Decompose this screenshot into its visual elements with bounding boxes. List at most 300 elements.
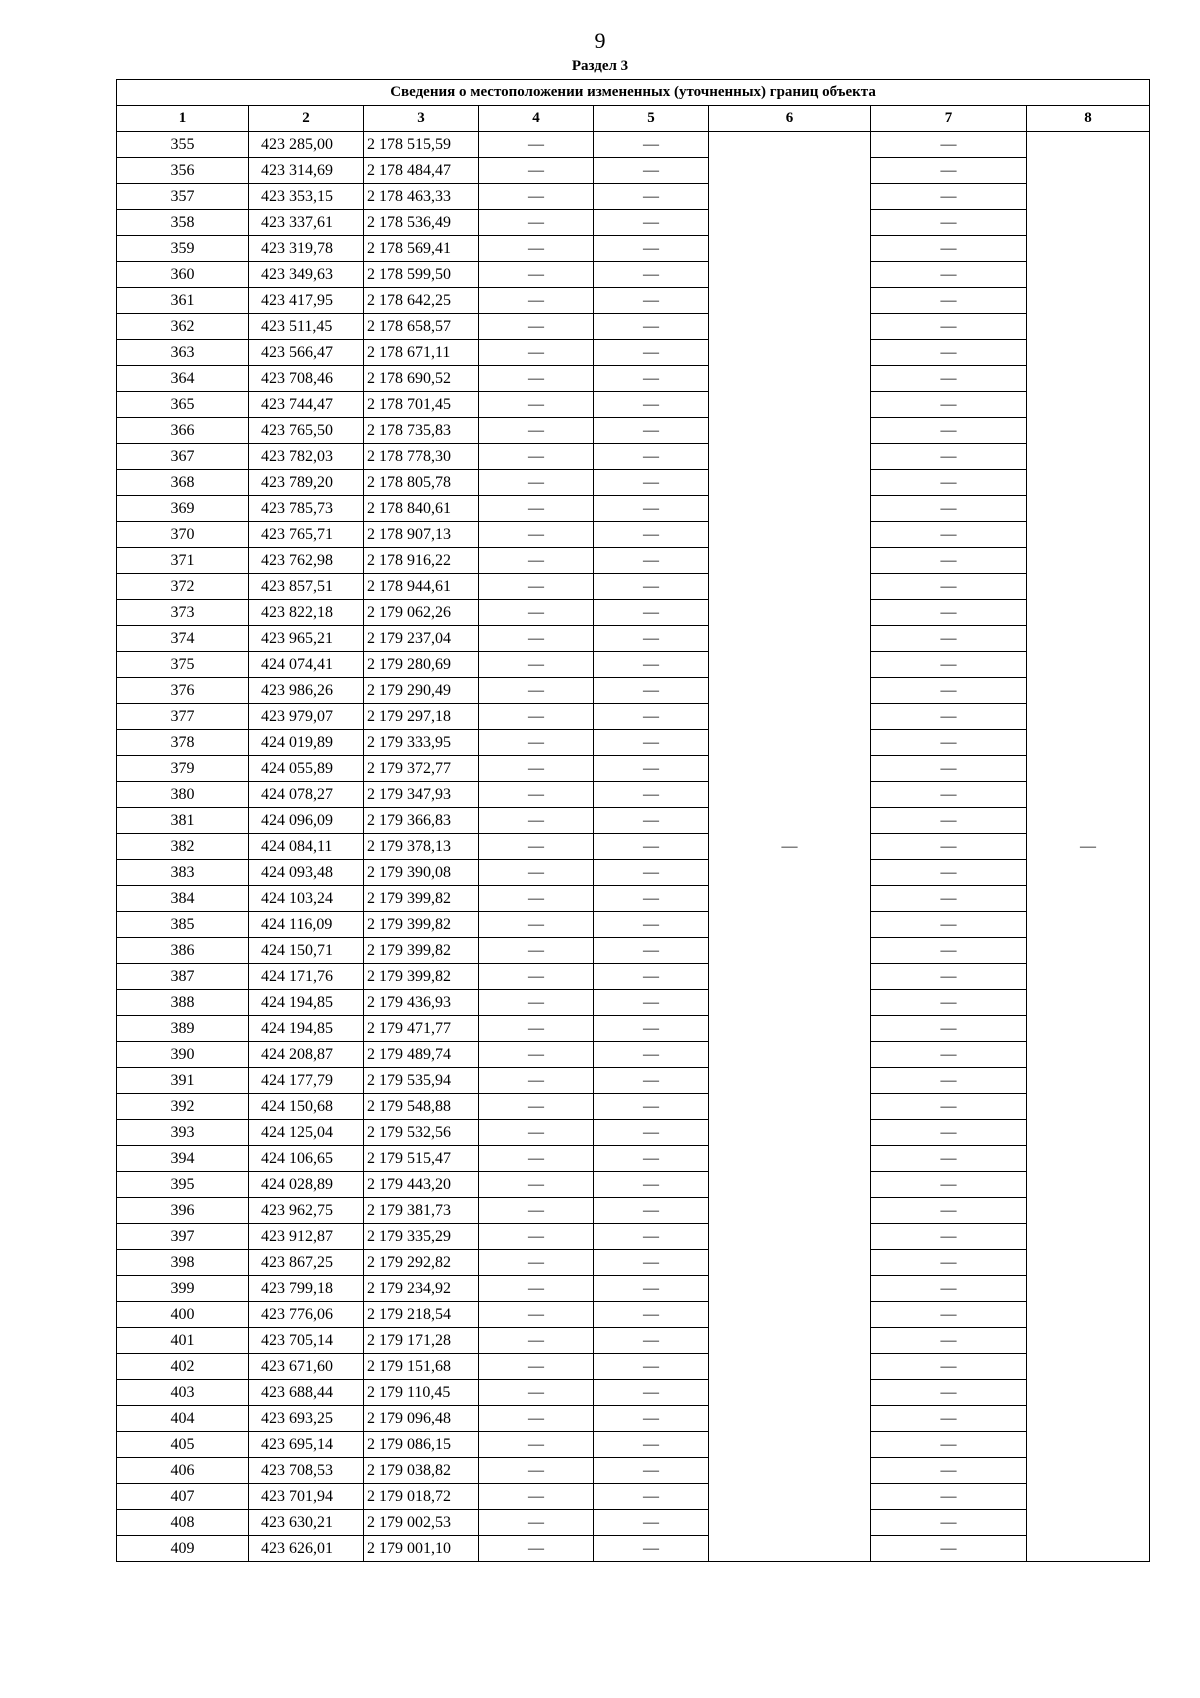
table-row xyxy=(117,470,1150,496)
y-coordinate-cell: 2 179 171,28 xyxy=(364,1328,479,1354)
caption-row xyxy=(117,80,1150,106)
point-number-cell: 378 xyxy=(117,730,249,756)
column-4-cell: — xyxy=(479,470,594,496)
column-7-cell: — xyxy=(871,1224,1027,1250)
table-row xyxy=(117,678,1150,704)
column-4-cell: — xyxy=(479,652,594,678)
table-row xyxy=(117,574,1150,600)
point-number-cell: 373 xyxy=(117,600,249,626)
column-7-cell: — xyxy=(871,782,1027,808)
column-7-cell: — xyxy=(871,756,1027,782)
column-7-cell: — xyxy=(871,1146,1027,1172)
x-coordinate-cell: 423 566,47 xyxy=(249,340,364,366)
point-number-cell: 404 xyxy=(117,1406,249,1432)
column-7-cell: — xyxy=(871,1042,1027,1068)
column-number: 8 xyxy=(1027,106,1150,132)
y-coordinate-cell: 2 178 463,33 xyxy=(364,184,479,210)
column-7-cell: — xyxy=(871,886,1027,912)
table-row xyxy=(117,1458,1150,1484)
y-coordinate-cell: 2 179 436,93 xyxy=(364,990,479,1016)
x-coordinate-cell: 423 671,60 xyxy=(249,1354,364,1380)
column-5-cell: — xyxy=(594,184,709,210)
y-coordinate-cell: 2 179 399,82 xyxy=(364,964,479,990)
section-title: Раздел 3 xyxy=(571,58,629,74)
column-7-cell: — xyxy=(871,1120,1027,1146)
table-row xyxy=(117,1016,1150,1042)
table-row xyxy=(117,418,1150,444)
column-5-cell: — xyxy=(594,1302,709,1328)
x-coordinate-cell: 423 912,87 xyxy=(249,1224,364,1250)
column-5-cell: — xyxy=(594,1458,709,1484)
table-row xyxy=(117,1198,1150,1224)
column-4-cell: — xyxy=(479,548,594,574)
column-7-cell: — xyxy=(871,1328,1027,1354)
point-number-cell: 369 xyxy=(117,496,249,522)
y-coordinate-cell: 2 178 658,57 xyxy=(364,314,479,340)
x-coordinate-cell: 423 701,94 xyxy=(249,1484,364,1510)
x-coordinate-cell: 424 096,09 xyxy=(249,808,364,834)
x-coordinate-cell: 423 986,26 xyxy=(249,678,364,704)
column-number: 1 xyxy=(117,106,249,132)
column-4-cell: — xyxy=(479,1042,594,1068)
y-coordinate-cell: 2 179 515,47 xyxy=(364,1146,479,1172)
table-row xyxy=(117,860,1150,886)
y-coordinate-cell: 2 178 690,52 xyxy=(364,366,479,392)
column-5-cell: — xyxy=(594,1120,709,1146)
y-coordinate-cell: 2 179 548,88 xyxy=(364,1094,479,1120)
column-7-cell: — xyxy=(871,1432,1027,1458)
table-row xyxy=(117,262,1150,288)
column-7-cell: — xyxy=(871,990,1027,1016)
y-coordinate-cell: 2 178 599,50 xyxy=(364,262,479,288)
table-row xyxy=(117,548,1150,574)
y-coordinate-cell: 2 179 002,53 xyxy=(364,1510,479,1536)
x-coordinate-cell: 423 353,15 xyxy=(249,184,364,210)
point-number-cell: 367 xyxy=(117,444,249,470)
x-coordinate-cell: 423 708,53 xyxy=(249,1458,364,1484)
x-coordinate-cell: 423 776,06 xyxy=(249,1302,364,1328)
table-row xyxy=(117,236,1150,262)
table-row xyxy=(117,158,1150,184)
y-coordinate-cell: 2 178 840,61 xyxy=(364,496,479,522)
point-number-cell: 391 xyxy=(117,1068,249,1094)
point-number-cell: 383 xyxy=(117,860,249,886)
y-coordinate-cell: 2 178 484,47 xyxy=(364,158,479,184)
y-coordinate-cell: 2 179 335,29 xyxy=(364,1224,479,1250)
x-coordinate-cell: 423 417,95 xyxy=(249,288,364,314)
column-8-merged-cell: — xyxy=(1027,132,1150,1562)
column-5-cell: — xyxy=(594,1250,709,1276)
column-4-cell: — xyxy=(479,1224,594,1250)
point-number-cell: 357 xyxy=(117,184,249,210)
x-coordinate-cell: 423 314,69 xyxy=(249,158,364,184)
x-coordinate-cell: 423 822,18 xyxy=(249,600,364,626)
column-5-cell: — xyxy=(594,1016,709,1042)
table-row xyxy=(117,210,1150,236)
y-coordinate-cell: 2 179 110,45 xyxy=(364,1380,479,1406)
column-5-cell: — xyxy=(594,392,709,418)
y-coordinate-cell: 2 179 086,15 xyxy=(364,1432,479,1458)
column-4-cell: — xyxy=(479,600,594,626)
point-number-cell: 397 xyxy=(117,1224,249,1250)
column-7-cell: — xyxy=(871,652,1027,678)
column-5-cell: — xyxy=(594,886,709,912)
column-number: 5 xyxy=(594,106,709,132)
column-5-cell: — xyxy=(594,548,709,574)
point-number-cell: 403 xyxy=(117,1380,249,1406)
column-4-cell: — xyxy=(479,1146,594,1172)
column-4-cell: — xyxy=(479,444,594,470)
column-4-cell: — xyxy=(479,158,594,184)
column-7-cell: — xyxy=(871,1172,1027,1198)
table-row xyxy=(117,652,1150,678)
point-number-cell: 377 xyxy=(117,704,249,730)
point-number-cell: 390 xyxy=(117,1042,249,1068)
column-7-cell: — xyxy=(871,548,1027,574)
x-coordinate-cell: 424 194,85 xyxy=(249,990,364,1016)
table-body xyxy=(117,132,1150,1562)
column-4-cell: — xyxy=(479,1016,594,1042)
column-7-cell: — xyxy=(871,1354,1027,1380)
column-5-cell: — xyxy=(594,756,709,782)
x-coordinate-cell: 423 511,45 xyxy=(249,314,364,340)
table-row xyxy=(117,444,1150,470)
column-7-cell: — xyxy=(871,860,1027,886)
y-coordinate-cell: 2 179 535,94 xyxy=(364,1068,479,1094)
column-number: 4 xyxy=(479,106,594,132)
column-7-cell: — xyxy=(871,730,1027,756)
column-7-cell: — xyxy=(871,808,1027,834)
column-5-cell: — xyxy=(594,990,709,1016)
column-7-cell: — xyxy=(871,522,1027,548)
column-7-cell: — xyxy=(871,1458,1027,1484)
point-number-cell: 405 xyxy=(117,1432,249,1458)
y-coordinate-cell: 2 179 443,20 xyxy=(364,1172,479,1198)
column-5-cell: — xyxy=(594,1328,709,1354)
column-7-cell: — xyxy=(871,574,1027,600)
y-coordinate-cell: 2 178 515,59 xyxy=(364,132,479,158)
point-number-cell: 388 xyxy=(117,990,249,1016)
column-5-cell: — xyxy=(594,262,709,288)
table-row xyxy=(117,1536,1150,1562)
x-coordinate-cell: 423 857,51 xyxy=(249,574,364,600)
point-number-cell: 372 xyxy=(117,574,249,600)
point-number-cell: 368 xyxy=(117,470,249,496)
point-number-cell: 387 xyxy=(117,964,249,990)
point-number-cell: 398 xyxy=(117,1250,249,1276)
x-coordinate-cell: 423 285,00 xyxy=(249,132,364,158)
x-coordinate-cell: 424 028,89 xyxy=(249,1172,364,1198)
column-7-cell: — xyxy=(871,340,1027,366)
y-coordinate-cell: 2 178 907,13 xyxy=(364,522,479,548)
column-5-cell: — xyxy=(594,834,709,860)
table-row xyxy=(117,1068,1150,1094)
table-row xyxy=(117,1484,1150,1510)
column-4-cell: — xyxy=(479,1354,594,1380)
x-coordinate-cell: 423 319,78 xyxy=(249,236,364,262)
x-coordinate-cell: 424 103,24 xyxy=(249,886,364,912)
table-row xyxy=(117,626,1150,652)
column-5-cell: — xyxy=(594,964,709,990)
column-5-cell: — xyxy=(594,418,709,444)
column-5-cell: — xyxy=(594,1510,709,1536)
y-coordinate-cell: 2 179 018,72 xyxy=(364,1484,479,1510)
x-coordinate-cell: 423 762,98 xyxy=(249,548,364,574)
x-coordinate-cell: 424 171,76 xyxy=(249,964,364,990)
table-row xyxy=(117,600,1150,626)
y-coordinate-cell: 2 178 569,41 xyxy=(364,236,479,262)
x-coordinate-cell: 424 106,65 xyxy=(249,1146,364,1172)
column-5-cell: — xyxy=(594,314,709,340)
y-coordinate-cell: 2 179 280,69 xyxy=(364,652,479,678)
column-5-cell: — xyxy=(594,808,709,834)
column-4-cell: — xyxy=(479,262,594,288)
x-coordinate-cell: 423 705,14 xyxy=(249,1328,364,1354)
column-5-cell: — xyxy=(594,1484,709,1510)
x-coordinate-cell: 424 125,04 xyxy=(249,1120,364,1146)
point-number-cell: 365 xyxy=(117,392,249,418)
point-number-cell: 355 xyxy=(117,132,249,158)
column-7-cell: — xyxy=(871,132,1027,158)
column-7-cell: — xyxy=(871,834,1027,860)
x-coordinate-cell: 423 744,47 xyxy=(249,392,364,418)
column-7-cell: — xyxy=(871,912,1027,938)
table-row xyxy=(117,366,1150,392)
column-4-cell: — xyxy=(479,210,594,236)
point-number-cell: 409 xyxy=(117,1536,249,1562)
point-number-cell: 396 xyxy=(117,1198,249,1224)
table-row xyxy=(117,132,1150,158)
x-coordinate-cell: 424 019,89 xyxy=(249,730,364,756)
y-coordinate-cell: 2 179 381,73 xyxy=(364,1198,479,1224)
y-coordinate-cell: 2 179 151,68 xyxy=(364,1354,479,1380)
table-row xyxy=(117,1302,1150,1328)
column-4-cell: — xyxy=(479,522,594,548)
column-4-cell: — xyxy=(479,1406,594,1432)
column-7-cell: — xyxy=(871,678,1027,704)
column-7-cell: — xyxy=(871,1198,1027,1224)
y-coordinate-cell: 2 179 001,10 xyxy=(364,1536,479,1562)
table-row xyxy=(117,886,1150,912)
point-number-cell: 362 xyxy=(117,314,249,340)
column-4-cell: — xyxy=(479,314,594,340)
column-5-cell: — xyxy=(594,522,709,548)
column-5-cell: — xyxy=(594,366,709,392)
table-row xyxy=(117,1172,1150,1198)
column-4-cell: — xyxy=(479,912,594,938)
y-coordinate-cell: 2 179 333,95 xyxy=(364,730,479,756)
x-coordinate-cell: 424 208,87 xyxy=(249,1042,364,1068)
column-7-cell: — xyxy=(871,1250,1027,1276)
point-number-cell: 359 xyxy=(117,236,249,262)
point-number-cell: 386 xyxy=(117,938,249,964)
y-coordinate-cell: 2 178 701,45 xyxy=(364,392,479,418)
y-coordinate-cell: 2 179 218,54 xyxy=(364,1302,479,1328)
table-row xyxy=(117,912,1150,938)
x-coordinate-cell: 424 055,89 xyxy=(249,756,364,782)
y-coordinate-cell: 2 178 536,49 xyxy=(364,210,479,236)
x-coordinate-cell: 423 337,61 xyxy=(249,210,364,236)
column-7-cell: — xyxy=(871,600,1027,626)
column-7-cell: — xyxy=(871,158,1027,184)
x-coordinate-cell: 424 084,11 xyxy=(249,834,364,860)
table-row xyxy=(117,964,1150,990)
table-row xyxy=(117,392,1150,418)
x-coordinate-cell: 423 979,07 xyxy=(249,704,364,730)
column-5-cell: — xyxy=(594,288,709,314)
point-number-cell: 406 xyxy=(117,1458,249,1484)
point-number-cell: 380 xyxy=(117,782,249,808)
y-coordinate-cell: 2 178 944,61 xyxy=(364,574,479,600)
point-number-cell: 384 xyxy=(117,886,249,912)
point-number-cell: 399 xyxy=(117,1276,249,1302)
table-row xyxy=(117,782,1150,808)
column-7-cell: — xyxy=(871,1536,1027,1562)
x-coordinate-cell: 423 765,71 xyxy=(249,522,364,548)
x-coordinate-cell: 423 688,44 xyxy=(249,1380,364,1406)
column-4-cell: — xyxy=(479,1380,594,1406)
x-coordinate-cell: 423 867,25 xyxy=(249,1250,364,1276)
column-5-cell: — xyxy=(594,652,709,678)
table-row xyxy=(117,808,1150,834)
column-4-cell: — xyxy=(479,1198,594,1224)
column-7-cell: — xyxy=(871,470,1027,496)
column-7-cell: — xyxy=(871,210,1027,236)
coordinates-table xyxy=(116,79,1150,1562)
column-5-cell: — xyxy=(594,1354,709,1380)
column-5-cell: — xyxy=(594,1432,709,1458)
column-5-cell: — xyxy=(594,340,709,366)
x-coordinate-cell: 424 078,27 xyxy=(249,782,364,808)
column-7-cell: — xyxy=(871,964,1027,990)
y-coordinate-cell: 2 179 378,13 xyxy=(364,834,479,860)
x-coordinate-cell: 423 782,03 xyxy=(249,444,364,470)
table-row xyxy=(117,1042,1150,1068)
x-coordinate-cell: 423 626,01 xyxy=(249,1536,364,1562)
y-coordinate-cell: 2 179 399,82 xyxy=(364,938,479,964)
point-number-cell: 382 xyxy=(117,834,249,860)
table-row xyxy=(117,184,1150,210)
column-4-cell: — xyxy=(479,730,594,756)
table-row xyxy=(117,730,1150,756)
column-4-cell: — xyxy=(479,808,594,834)
point-number-cell: 374 xyxy=(117,626,249,652)
column-7-cell: — xyxy=(871,1302,1027,1328)
column-5-cell: — xyxy=(594,730,709,756)
column-4-cell: — xyxy=(479,1094,594,1120)
column-5-cell: — xyxy=(594,678,709,704)
column-4-cell: — xyxy=(479,704,594,730)
column-7-cell: — xyxy=(871,1276,1027,1302)
column-5-cell: — xyxy=(594,1042,709,1068)
x-coordinate-cell: 423 765,50 xyxy=(249,418,364,444)
column-4-cell: — xyxy=(479,964,594,990)
table-row xyxy=(117,1120,1150,1146)
column-4-cell: — xyxy=(479,1432,594,1458)
point-number-cell: 400 xyxy=(117,1302,249,1328)
column-6-merged-cell: — xyxy=(709,132,871,1562)
y-coordinate-cell: 2 179 390,08 xyxy=(364,860,479,886)
table-row xyxy=(117,288,1150,314)
column-7-cell: — xyxy=(871,496,1027,522)
column-5-cell: — xyxy=(594,912,709,938)
column-7-cell: — xyxy=(871,1380,1027,1406)
point-number-cell: 407 xyxy=(117,1484,249,1510)
column-4-cell: — xyxy=(479,1172,594,1198)
column-5-cell: — xyxy=(594,938,709,964)
column-7-cell: — xyxy=(871,262,1027,288)
y-coordinate-cell: 2 178 916,22 xyxy=(364,548,479,574)
point-number-cell: 360 xyxy=(117,262,249,288)
column-4-cell: — xyxy=(479,756,594,782)
point-number-cell: 356 xyxy=(117,158,249,184)
x-coordinate-cell: 424 074,41 xyxy=(249,652,364,678)
point-number-cell: 361 xyxy=(117,288,249,314)
column-4-cell: — xyxy=(479,1250,594,1276)
table-row xyxy=(117,1094,1150,1120)
table-row xyxy=(117,1354,1150,1380)
column-7-cell: — xyxy=(871,444,1027,470)
column-7-cell: — xyxy=(871,626,1027,652)
table-caption: Сведения о местоположении измененных (уточненных) границ объекта xyxy=(117,80,1150,106)
table-row xyxy=(117,756,1150,782)
x-coordinate-cell: 423 799,18 xyxy=(249,1276,364,1302)
column-5-cell: — xyxy=(594,600,709,626)
column-4-cell: — xyxy=(479,236,594,262)
y-coordinate-cell: 2 179 471,77 xyxy=(364,1016,479,1042)
x-coordinate-cell: 423 789,20 xyxy=(249,470,364,496)
table-row xyxy=(117,1224,1150,1250)
column-4-cell: — xyxy=(479,834,594,860)
column-7-cell: — xyxy=(871,1406,1027,1432)
table-row xyxy=(117,834,1150,860)
y-coordinate-cell: 2 179 347,93 xyxy=(364,782,479,808)
column-number: 2 xyxy=(249,106,364,132)
column-5-cell: — xyxy=(594,1380,709,1406)
column-5-cell: — xyxy=(594,574,709,600)
column-4-cell: — xyxy=(479,366,594,392)
column-5-cell: — xyxy=(594,1094,709,1120)
point-number-cell: 394 xyxy=(117,1146,249,1172)
column-number-row xyxy=(117,106,1150,132)
column-number: 6 xyxy=(709,106,871,132)
point-number-cell: 363 xyxy=(117,340,249,366)
column-7-cell: — xyxy=(871,938,1027,964)
column-5-cell: — xyxy=(594,1172,709,1198)
column-4-cell: — xyxy=(479,132,594,158)
column-5-cell: — xyxy=(594,1224,709,1250)
column-5-cell: — xyxy=(594,704,709,730)
point-number-cell: 393 xyxy=(117,1120,249,1146)
column-5-cell: — xyxy=(594,470,709,496)
point-number-cell: 370 xyxy=(117,522,249,548)
column-4-cell: — xyxy=(479,288,594,314)
column-7-cell: — xyxy=(871,1016,1027,1042)
y-coordinate-cell: 2 179 366,83 xyxy=(364,808,479,834)
x-coordinate-cell: 423 785,73 xyxy=(249,496,364,522)
point-number-cell: 379 xyxy=(117,756,249,782)
point-number-cell: 381 xyxy=(117,808,249,834)
column-7-cell: — xyxy=(871,704,1027,730)
column-4-cell: — xyxy=(479,860,594,886)
point-number-cell: 392 xyxy=(117,1094,249,1120)
table-row xyxy=(117,1406,1150,1432)
point-number-cell: 376 xyxy=(117,678,249,704)
page-number: 9 xyxy=(594,28,606,53)
table-row xyxy=(117,704,1150,730)
x-coordinate-cell: 423 630,21 xyxy=(249,1510,364,1536)
column-4-cell: — xyxy=(479,886,594,912)
